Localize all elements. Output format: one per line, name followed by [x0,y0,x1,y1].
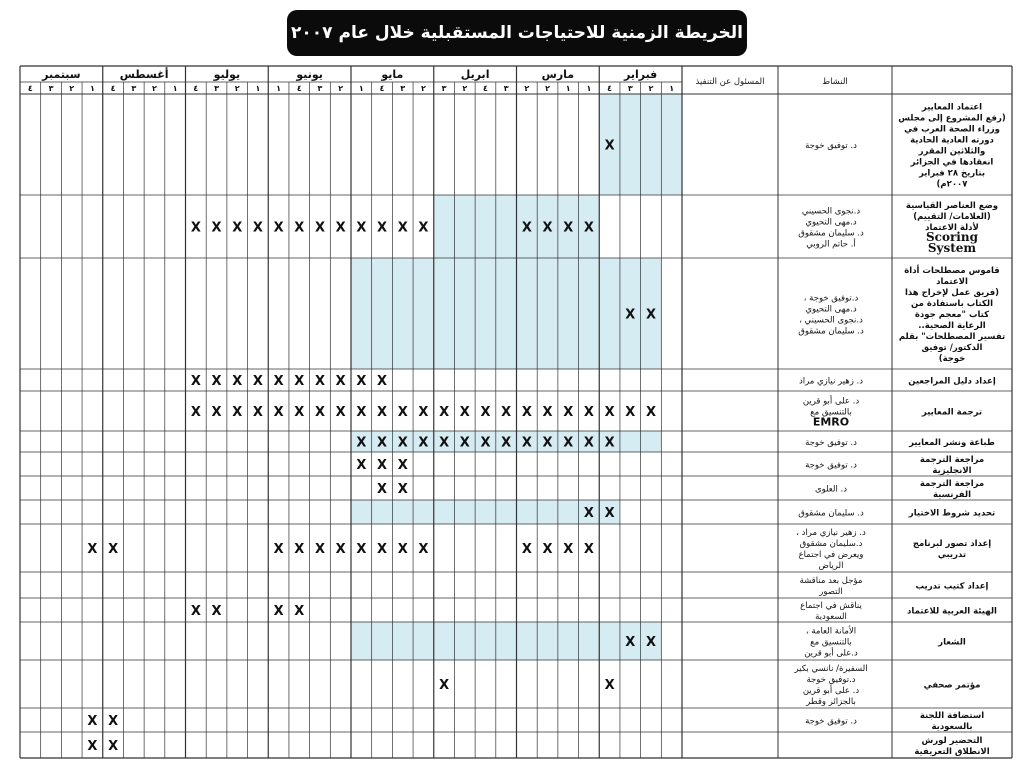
activity-text: وزراء الصحة العرب في [904,124,1000,135]
x-mark: X [377,482,388,497]
shaded-cell [475,258,496,369]
week-number: ٢ [152,84,157,93]
shaded-cell [413,258,434,369]
shaded-cell [351,622,372,660]
activity-text: Scoring [926,230,978,244]
week-number: ٢ [524,84,530,93]
shaded-cell [392,622,413,660]
shaded-cell [517,500,538,524]
activity-text: تدريبي [937,550,967,560]
shaded-cell [558,622,579,660]
responsible-text: د.توفيق خوجة ، [803,293,859,304]
month-label: مايو [381,68,404,81]
responsible-text: د.توفيق خوجة [806,675,856,685]
shaded-cell [661,94,682,195]
shaded-cell [454,258,475,369]
week-number: ٤ [379,84,385,93]
activity-text: الاعتماد [936,277,968,287]
x-mark: X [87,714,98,729]
responsible-text: د. توفيق خوجة [805,141,857,151]
week-number: ٢ [420,84,426,93]
week-number: ٢ [338,84,344,93]
activity-text: تفسير المصطلحات" بقلم [898,332,1006,342]
shaded-cell [372,500,393,524]
x-mark: X [377,458,388,473]
x-mark: X [604,405,615,420]
shaded-cell [434,258,455,369]
responsible-text: د. توفيق خوجة [805,716,857,727]
responsible-text: د. سليمان مشقوق [798,326,864,337]
shaded-cell [496,195,517,258]
responsible-text: د. على أبو قرين [802,686,860,696]
responsible-text: EMRO [812,415,850,429]
shaded-cell [475,195,496,258]
x-mark: X [294,220,305,236]
x-mark: X [211,374,222,389]
week-number: ٢ [545,84,550,93]
shaded-cell [558,258,579,369]
x-mark: X [418,542,429,557]
responsible-text: أ. حاتم الروبي [806,239,856,250]
week-number: ١ [255,84,261,93]
shaded-cell [599,622,620,660]
shaded-cell [641,431,662,452]
x-mark: X [335,542,346,557]
responsible-text: د. زهير نيازي مراد [798,376,864,387]
x-mark: X [335,405,346,420]
activity-text: الانجليزية [932,466,972,476]
shaded-cell [496,622,517,660]
responsible-text: يناقش في اجتماع [800,601,862,611]
shaded-cell [620,431,641,452]
responsible-text: الرياض [818,561,844,571]
shaded-cell [641,94,662,195]
x-mark: X [459,435,470,451]
activity-text: مراجعة الترجمة [919,479,985,489]
x-mark: X [397,435,408,451]
week-number: ٣ [441,84,447,93]
x-mark: X [108,739,119,754]
activity-text: إعداد كتيب تدريب [915,581,989,592]
x-mark: X [232,374,243,389]
activity-text: اعتماد المعايير [921,102,983,113]
week-number: ٣ [503,84,509,93]
week-number: ٣ [48,84,54,93]
week-number: ٢ [648,84,654,93]
responsible-text: السفيرة/ نانسي بكير [794,664,868,674]
shaded-cell [434,622,455,660]
x-mark: X [563,542,574,557]
x-mark: X [583,435,594,451]
activity-text: انعقادها في الجزائر [910,157,994,168]
x-mark: X [87,542,98,557]
shaded-cell [413,622,434,660]
activity-text: لأدلة الاعتماد [925,223,979,233]
shaded-cell [372,258,393,369]
responsible-text: د.نجوى الحسيني ، [799,315,863,326]
x-mark: X [418,220,429,236]
responsible-text: التصور [819,587,843,597]
x-mark: X [397,405,408,420]
shaded-cell [454,195,475,258]
week-number: ٣ [400,84,406,93]
x-mark: X [604,506,615,521]
activity-text: الرعاية الصحية.. [918,321,986,331]
responsible-text: السعودية [815,612,847,622]
activity-text: الهيئة العربية للاعتماد [907,606,997,617]
x-mark: X [273,604,284,619]
x-mark: X [459,405,470,420]
activity-text: إعداد تصور لبرنامج [912,539,992,549]
week-number: ١ [669,84,675,93]
x-mark: X [625,405,636,420]
x-mark: X [625,635,636,650]
responsible-text: د.سليمان مشقوق [799,539,863,549]
responsible-text: د. سليمان مشقوق [798,228,864,239]
x-mark: X [583,542,594,557]
week-number: ١ [276,84,282,93]
responsible-text: الأمانة العامة ، [805,626,857,637]
shaded-cell [475,500,496,524]
x-mark: X [273,220,284,236]
week-number: ١ [358,84,364,93]
week-number: ١ [89,84,95,93]
x-mark: X [377,374,388,389]
activity-text: (فريق عمل لإخراج هذا [904,288,1000,298]
x-mark: X [108,542,119,557]
shaded-cell [537,622,558,660]
month-label: مارس [541,68,575,81]
responsible-text: بالجزائر وقطر [806,697,856,707]
activity-text: والثلاثين المقرر [918,146,986,157]
week-number: ٢ [234,84,240,93]
week-number: ٣ [627,84,633,93]
month-label: فبراير [623,68,658,81]
x-mark: X [521,435,532,451]
shaded-cell [496,500,517,524]
x-mark: X [563,405,574,420]
x-mark: X [542,220,553,236]
shaded-cell [454,622,475,660]
shaded-cell [579,258,600,369]
x-mark: X [108,714,119,729]
x-mark: X [439,678,450,693]
week-number: ٤ [110,84,116,93]
x-mark: X [377,542,388,557]
week-number: ٤ [483,84,488,93]
shaded-cell [537,500,558,524]
x-mark: X [252,374,263,389]
week-number: ٣ [131,84,137,93]
month-label: سبتمبر [42,68,81,81]
x-mark: X [273,405,284,420]
week-number: ٢ [69,84,75,93]
month-label: ابريل [460,68,490,81]
activity-text: (العلامات/ التقييم) [913,212,991,222]
activity-text: استضافة اللجنة [919,711,985,721]
x-mark: X [521,542,532,557]
x-mark: X [604,678,615,693]
responsible-text: د.مهى التحيوي [805,304,857,315]
x-mark: X [604,435,615,451]
week-number: ٤ [193,84,199,93]
x-mark: X [356,374,367,389]
shaded-cell [392,258,413,369]
shaded-cell [413,500,434,524]
responsible-text: د. سليمان مشقوق [798,508,864,519]
x-mark: X [335,220,346,236]
week-number: ١ [586,84,592,93]
x-mark: X [563,435,574,451]
week-number: ١ [565,84,571,93]
x-mark: X [542,435,553,451]
x-mark: X [356,220,367,236]
month-label: أغسطس [119,68,169,81]
x-mark: X [273,542,284,557]
x-mark: X [397,482,408,497]
x-mark: X [314,220,325,236]
x-mark: X [521,220,532,236]
x-mark: X [377,405,388,420]
x-mark: X [211,405,222,420]
x-mark: X [356,542,367,557]
shaded-cell [496,258,517,369]
x-mark: X [397,542,408,557]
shaded-cell [517,622,538,660]
activity-text: مراجعة الترجمة [919,455,985,465]
responsible-text: د. على أبو قرين [802,396,860,407]
x-mark: X [583,405,594,420]
week-number: ٤ [296,84,302,93]
activity-text: System [927,241,977,255]
responsible-header: المسئول عن التنفيذ [695,77,765,87]
responsible-text: ويعرض في اجتماع [798,550,864,560]
shaded-cell [392,500,413,524]
x-mark: X [480,405,491,420]
activity-text: بتاريخ ٢٨ فبراير [918,168,986,179]
week-number: ٣ [317,84,323,93]
week-number: ٢ [462,84,468,93]
shaded-cell [434,500,455,524]
x-mark: X [294,405,305,420]
x-mark: X [501,405,512,420]
x-mark: X [521,405,532,420]
month-label: يوليو [213,68,241,81]
x-mark: X [211,604,222,619]
x-mark: X [190,220,201,236]
x-mark: X [418,405,429,420]
x-mark: X [232,220,243,236]
x-mark: X [335,374,346,389]
activity-text: ٢٠٠٧م) [936,179,968,190]
x-mark: X [273,374,284,389]
x-mark: X [397,458,408,473]
x-mark: X [190,374,201,389]
responsible-text: بالتنسيق مع [810,407,852,418]
week-number: ٣ [214,84,219,93]
x-mark: X [356,405,367,420]
activity-text: إعداد دليل المراجعين [908,376,996,387]
shaded-cell [517,258,538,369]
activity-text: الفرنسية [933,490,971,500]
shaded-cell [537,258,558,369]
x-mark: X [294,604,305,619]
activity-text: بالسعودية [931,722,973,732]
month-label: يونيو [296,68,323,81]
x-mark: X [397,220,408,236]
activity-header: النشاط [822,77,848,87]
shaded-cell [372,622,393,660]
activity-text: الشعار [938,637,966,648]
x-mark: X [542,405,553,420]
x-mark: X [377,435,388,451]
x-mark: X [356,458,367,473]
responsible-text: د. العلوى [814,484,848,495]
x-mark: X [87,739,98,754]
activity-text: التحضير لورش [921,736,983,746]
x-mark: X [314,405,325,420]
x-mark: X [418,435,429,451]
responsible-text: د. زهير نيازي مراد ، [796,528,866,538]
x-mark: X [294,542,305,557]
responsible-text: د. توفيق خوجة [805,438,857,448]
week-number: ٤ [27,84,33,93]
responsible-text: د.نجوى الحسيني [801,206,861,217]
x-mark: X [439,405,450,420]
activity-text: مؤتمر صحفي [923,680,981,691]
responsible-text: د.مهى التحيوي [805,217,857,228]
activity-text: قاموس مصطلحات أداة [904,266,1000,276]
responsible-text: د. توفيق خوجة [805,460,857,471]
responsible-text: بالتنسيق مع [810,637,852,648]
x-mark: X [583,220,594,236]
x-mark: X [625,307,636,323]
shaded-cell [351,258,372,369]
x-mark: X [314,374,325,389]
activity-text: تحديد شروط الاختيار [908,508,996,519]
x-mark: X [501,435,512,451]
page-title: الخريطة الزمنية للاحتياجات المستقبلية خلال عام ٢٠٠٧ [287,10,747,56]
x-mark: X [645,635,656,650]
shaded-cell [558,500,579,524]
shaded-cell [599,258,620,369]
shaded-cell [475,622,496,660]
shaded-cell [579,622,600,660]
responsible-text: د.على أبو قرين [804,648,858,659]
activity-text: الكتاب باستفادة من [911,299,993,309]
x-mark: X [583,506,594,521]
week-number: ١ [172,84,178,93]
activity-text: (رفع المشروع إلى مجلس [898,113,1006,124]
shaded-cell [351,500,372,524]
x-mark: X [563,220,574,236]
x-mark: X [232,405,243,420]
x-mark: X [252,405,263,420]
activity-text: الانطلاق التعريفية [914,747,990,757]
responsible-text: مؤجل بعد مناقشة [799,576,863,586]
shaded-cell [454,500,475,524]
x-mark: X [542,542,553,557]
x-mark: X [604,138,615,154]
activity-text: خوجة) [938,354,966,364]
x-mark: X [190,405,201,420]
activity-text: الدكتور/ توفيق [921,343,983,353]
x-mark: X [480,435,491,451]
x-mark: X [190,604,201,619]
x-mark: X [645,405,656,420]
activity-text: وضع العناصر القياسية [905,201,999,211]
x-mark: X [211,220,222,236]
x-mark: X [314,542,325,557]
x-mark: X [377,220,388,236]
shaded-cell [434,195,455,258]
shaded-cell [620,94,641,195]
x-mark: X [252,220,263,236]
x-mark: X [294,374,305,389]
activity-text: كتاب "معجم جودة [914,310,990,320]
x-mark: X [645,307,656,323]
x-mark: X [356,435,367,451]
activity-text: ترجمة المعايير [921,407,983,418]
week-number: ٤ [607,84,613,93]
x-mark: X [439,435,450,451]
activity-text: دورته العادية الحادية [910,135,994,146]
activity-text: طباعة ونشر المعايير [909,438,995,448]
